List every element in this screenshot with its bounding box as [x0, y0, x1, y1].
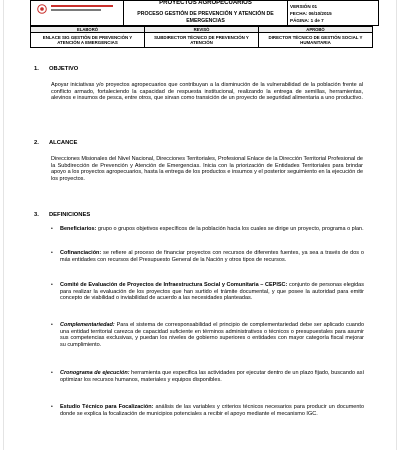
- document-meta: [288, 1, 379, 26]
- definition-text: herramienta que especifica las actividades por ejecutar dentro de un plazo fijado, buscando así optimizar los recursos humanos, materiales y equipos disponibles.: [60, 370, 364, 383]
- bullet-icon: •: [51, 226, 53, 232]
- seal-icon: [37, 4, 47, 14]
- elaboro-heading: ELABORÓ: [31, 27, 145, 33]
- definition-item: [48, 226, 364, 233]
- logo: [31, 1, 124, 26]
- bullet-icon: •: [51, 404, 53, 410]
- definition-text: análisis de las variables y criterios técnicos necesarios para producir un documento donde se explica la focalización de municipios potenciales a recibir el apoyo mediante el mecanismo IGC.: [60, 404, 364, 417]
- definition-text: Para el sistema de corresponsabilidad el principio de complementariedad debe ser aplicado cuando una entidad territorial carezca de capacidad suficiente en términos administrativos o técnicos o presupuestales para asumir sus competencias exclusivas, y puedan los niveles de gobierno superiores o entidades con mayor categoría fiscal mejorar su cumplimiento.: [60, 322, 364, 348]
- header-table: [30, 0, 379, 26]
- definition-text: grupo o grupos objetivos específicos de la población hacia los cuales se dirige un proyecto, programa o plan.: [96, 226, 364, 232]
- reviso-heading: REVISÓ: [145, 27, 259, 33]
- bullet-icon: •: [51, 322, 53, 328]
- bullet-icon: •: [51, 282, 53, 288]
- section-heading-objetivo: 1. OBJETIVO: [34, 66, 79, 72]
- definition-term: Cronograma de ejecución:: [60, 370, 130, 376]
- date-label: FECHA: 06/10/2015: [290, 10, 332, 16]
- process-name: PROCESO GESTIÓN DE PREVENCIÓN Y ATENCIÓN DE EMERGENCIAS: [137, 11, 274, 24]
- section-text-alcance: Direcciones Misionales del Nivel Nacional, Direcciones Territoriales, Profesional Enlace de la Dirección Territorial Profesional de la Subdirección de Prevención y Atención de Emergencias. Inicia con la priorización de Entidades Territoriales para brindar apoyo a los proyectos agropecuarios, hasta la entrega de los productos e insumos y el posterior seguimiento en la ejecución de los proyectos.: [51, 156, 363, 182]
- definition-item: [48, 250, 364, 263]
- bullet-icon: •: [51, 370, 53, 376]
- definition-text: conjunto de personas elegidas para realizar la evaluación de los proyectos que han surtido el trámite documental, y que posee la autoridad para emitir concepto de viabilidad o inviabilidad de acuerdo a las necesidades planteadas.: [60, 282, 364, 302]
- document-header: [30, 0, 373, 48]
- document-title-cell: [124, 1, 288, 26]
- definition-item: [48, 370, 364, 383]
- aprobo-value: DIRECTOR TÉCNICO DE GESTIÓN SOCIAL Y HUMANITARIA: [259, 33, 373, 48]
- page-label: PÁGINA: 1 de 7: [290, 17, 324, 23]
- definition-term: Cofinanciación:: [60, 250, 102, 256]
- approval-table: [30, 26, 373, 48]
- definition-term: Estudio Técnico para Focalización:: [60, 404, 154, 410]
- definition-term: Beneficiarios:: [60, 226, 97, 232]
- definition-term: Comité de Evaluación de Proyectos de Infraestructura Social y Comunitaria – CEPISC:: [60, 282, 288, 288]
- document-page: [4, 0, 396, 450]
- definition-term: Complementariedad:: [60, 322, 115, 328]
- aprobo-heading: APROBÓ: [259, 27, 373, 33]
- version-label: VERSIÓN 01: [290, 3, 318, 9]
- section-heading-alcance: 2. ALCANCE: [34, 140, 78, 146]
- elaboro-value: ENLACE SIG GESTIÓN DE PREVENCIÓN Y ATENCIÓN A EMERGENCIAS: [31, 33, 145, 48]
- definition-item: [48, 282, 364, 302]
- reviso-value: SUBDIRECTOR TÉCNICO DE PREVENCIÓN Y ATENCIÓN: [145, 33, 259, 48]
- definition-item: [48, 322, 364, 348]
- definition-text: se refiere al proceso de financiar proyectos con recursos de diferentes fuentes, ya sea a través de dos o más entidades con recursos del Presupuesto General de la Nación y otros tipos de recursos.: [60, 250, 364, 263]
- document-title: PROYECTOS AGROPECUARIOS: [159, 0, 252, 7]
- bullet-icon: •: [51, 250, 53, 256]
- logo-wordmark: [51, 5, 113, 13]
- section-heading-definiciones: 3. DEFINICIONES: [34, 212, 91, 218]
- section-text-objetivo: Apoyar iniciativas y/o proyectos agropecuarios que contribuyan a la disminución de la vulnerabilidad de la población frente al conflicto armado, fortaleciendo la capacidad de respuesta institucional, realizando la entrega de semillas, herramientas, alevinos e insumos de pesca, entre otros, que sirvan como transición de un proyecto de seguridad alimentaria a uno productivo.: [51, 82, 363, 102]
- definition-item: [48, 404, 364, 417]
